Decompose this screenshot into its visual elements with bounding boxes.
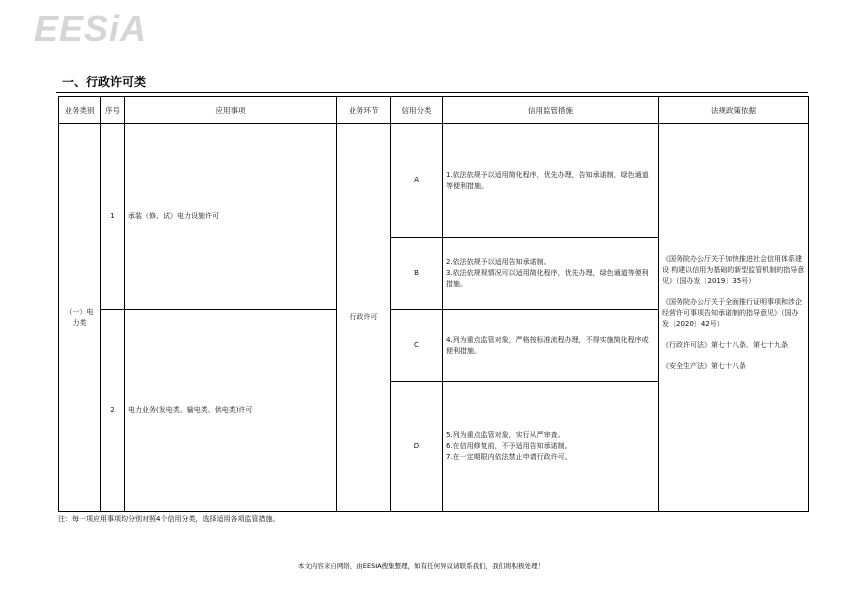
measures-cell-c: [443, 310, 659, 382]
measures-cell-b: [443, 238, 659, 310]
section-divider: [56, 92, 808, 93]
basis-text: 《行政许可法》第七十八条、第七十九条: [662, 340, 788, 349]
measures-cell-a: [443, 124, 659, 238]
grade-cell-b: B: [391, 238, 443, 310]
measure-text: 5.列为重点监管对象，实行从严审查。: [446, 431, 565, 439]
basis-text: 《国务院办公厅关于全面推行证明事项和涉企经营许可事项告知承诺制的指导意见》（国办发〔2020〕42号）: [662, 297, 802, 328]
header-legal-basis: 法规政策依据: [659, 97, 809, 124]
grade-cell-d: D: [391, 382, 443, 512]
item-number-cell: 2: [101, 310, 125, 512]
legal-basis-cell: [659, 124, 809, 512]
business-stage-cell: 行政许可: [337, 124, 391, 512]
item-name-cell: 承装（修、试）电力设施许可: [125, 124, 337, 310]
measure-text: 1.依法依规予以适用简化程序，优先办理，告知承诺制，绿色通道等便利措施。: [446, 170, 649, 190]
credit-regulation-table: [58, 96, 809, 512]
table-note: 注：每一项应用事项均分别对照4个信用分类，选择适用各项监管措施。: [58, 515, 280, 523]
header-application-item: 应用事项: [125, 97, 337, 124]
basis-text: 《国务院办公厅关于加快推进社会信用体系建设 构建以信用为基础的新型监管机制的指导意见》（国办发〔2019〕35号）: [662, 254, 805, 285]
item-name-cell: 电力业务(发电类、输电类、供电类)许可: [125, 310, 337, 512]
header-number: 序号: [101, 97, 125, 124]
business-category-cell: （一）电力类: [59, 124, 101, 512]
measure-text: 2.依法依规予以适用告知承诺制。: [446, 258, 551, 266]
grade-cell-a: A: [391, 124, 443, 238]
measure-text: 6.在信用修复前，不予适用告知承诺制。: [446, 442, 572, 450]
measure-text: 4.列为重点监管对象，严格按标准流程办理，不得实施简化程序或便利措施。: [446, 335, 649, 355]
measure-text: 3.依法依规视情况可以适用简化程序，优先办理，绿色通道等便利措施。: [446, 269, 649, 288]
basis-text: 《安全生产法》第七十八条: [662, 361, 746, 370]
measure-text: 7.在一定期限内依法禁止申请行政许可。: [446, 453, 572, 461]
table-header-row: [59, 97, 809, 124]
table-row: [59, 124, 809, 238]
item-number-cell: 1: [101, 124, 125, 310]
header-business-category: 业务类别: [59, 97, 101, 124]
page-footer: 本文内容来自网络，由EESIA搜集整理，如有任何异议请联系我们，我们将积极处理！: [297, 562, 545, 570]
section-title: 一、行政许可类: [62, 75, 147, 89]
grade-cell-c: C: [391, 310, 443, 382]
header-business-stage: 业务环节: [337, 97, 391, 124]
header-credit-measures: 信用监管措施: [443, 97, 659, 124]
header-credit-grade: 信用分类: [391, 97, 443, 124]
eesia-logo: EESiA: [34, 8, 148, 49]
measures-cell-d: [443, 382, 659, 512]
